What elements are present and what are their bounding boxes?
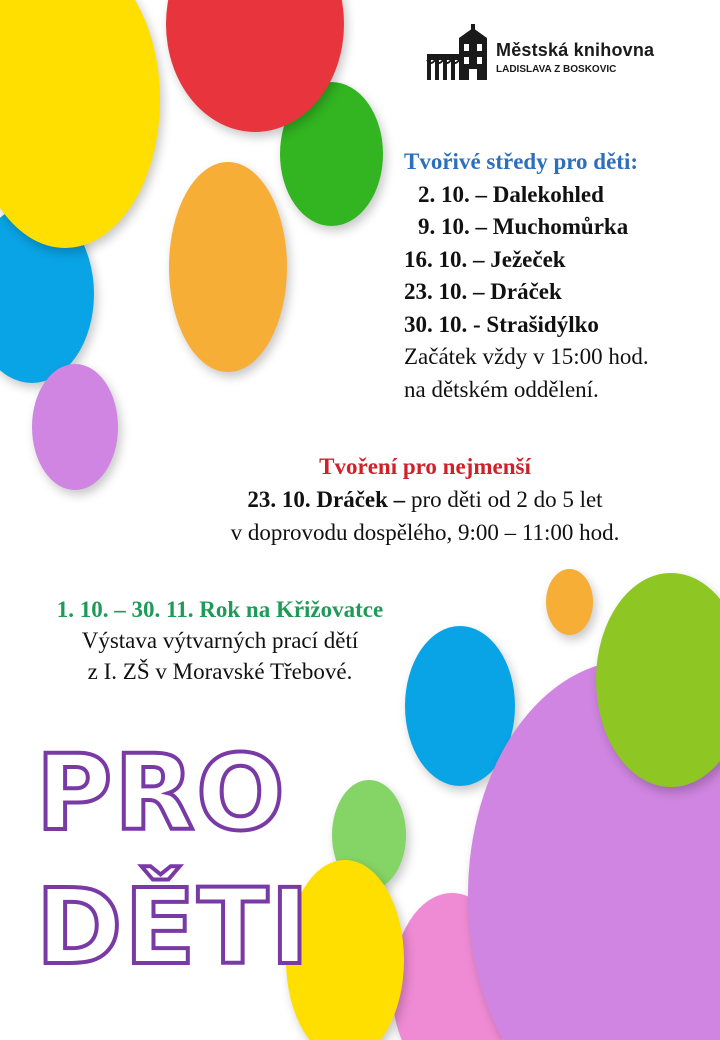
wednesday-item: 16. 10. – Ježeček — [404, 246, 566, 272]
orange-circle-small — [546, 569, 593, 635]
title-line-pro: PRO — [36, 732, 287, 854]
smallest-event-details: v doprovodu dospělého, 9:00 – 11:00 hod. — [230, 520, 620, 545]
exhibition-heading: 1. 10. – 30. 11. Rok na Křižovatce — [56, 597, 384, 622]
wednesday-item: 30. 10. - Strašidýlko — [404, 311, 599, 337]
yellow-circle — [0, 0, 160, 248]
orange-circle — [169, 162, 287, 372]
exhibition-school: z I. ZŠ v Moravské Třebové. — [87, 659, 353, 684]
wednesdays-note: na dětském oddělení. — [404, 376, 599, 402]
wednesday-item: 2. 10. – Dalekohled — [418, 181, 604, 207]
wednesday-item: 23. 10. – Dráček — [404, 279, 562, 304]
smallest-event — [180, 483, 670, 516]
library-subtitle: LADISLAVA Z BOSKOVIC — [496, 64, 617, 75]
wednesdays-section — [404, 146, 714, 406]
smallest-event-title: 23. 10. Dráček – — [247, 487, 406, 512]
wednesdays-heading: Tvořivé středy pro děti: — [404, 149, 639, 174]
title-line-deti: DĚTI — [36, 866, 312, 988]
exhibition-section — [20, 594, 420, 687]
castle-icon — [426, 24, 490, 82]
wednesday-item: 9. 10. – Muchomůrka — [418, 214, 629, 239]
smallest-section — [180, 450, 670, 549]
smallest-heading: Tvoření pro nejmenší — [319, 454, 531, 479]
library-logo — [426, 24, 706, 84]
wednesdays-note: Začátek vždy v 15:00 hod. — [404, 344, 649, 369]
purple-circle-small — [32, 364, 118, 490]
smallest-event-audience: pro děti od 2 do 5 let — [405, 487, 603, 512]
library-name: Městská knihovna — [496, 40, 655, 60]
exhibition-description: Výstava výtvarných prací dětí — [81, 628, 359, 653]
